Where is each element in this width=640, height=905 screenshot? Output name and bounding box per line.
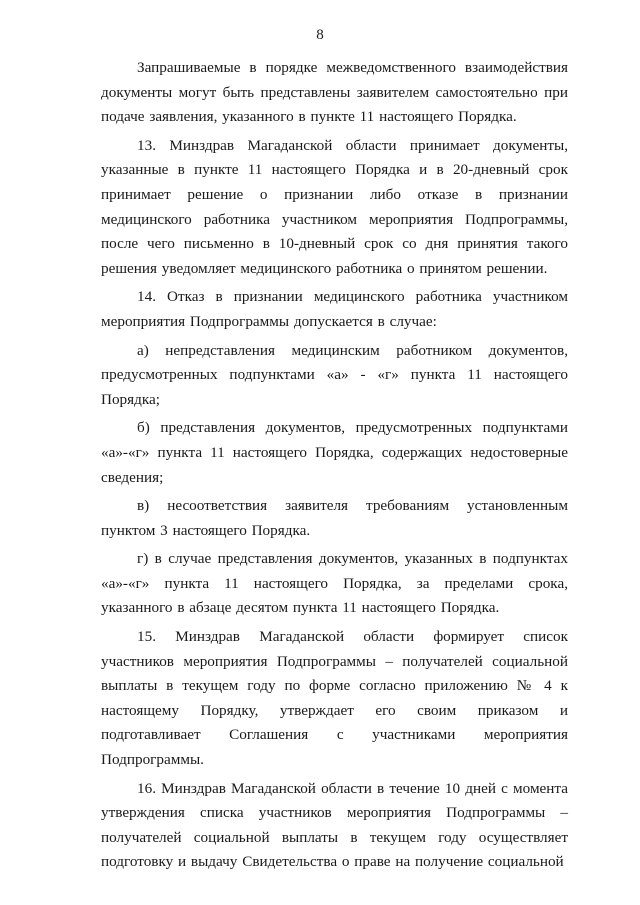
paragraph-14-g: г) в случае представления документов, указанных в подпунктах «а»-«г» пункта 11 настоящего Порядка, за пределами срока, указанного в абзаце десятом пункта 11 настоящего Порядка. (101, 550, 568, 617)
paragraph-14-a: а) непредставления медицинским работником документов, предусмотренных подпунктами «а» - «г» пункта 11 настоящего Порядка; (101, 341, 568, 408)
paragraph-13: 13. Минздрав Магаданской области принимает документы, указанные в пункте 11 настоящего Порядка и в 20-дневный срок принимает решение о признании либо отказе в признании медицинского работника участником мероприятия Подпрограммы, после чего письменно в 10-дневный срок со дня принятия такого решения уведомляет медицинского работника о принятом решении. (101, 136, 568, 277)
paragraph-14-b: б) представления документов, предусмотренных подпунктами «а»-«г» пункта 11 настоящего Порядка, содержащих недостоверные сведения; (101, 419, 568, 486)
document-body (101, 56, 568, 875)
paragraph-15: 15. Минздрав Магаданской области формирует список участников мероприятия Подпрограммы – получателей социальной выплаты в текущем году по форме согласно приложению № 4 к настоящему Порядку, утверждает его своим приказом и подготавливает Соглашения с участниками мероприятия Подпрограммы. (101, 628, 568, 769)
paragraph-16: 16. Минздрав Магаданской области в течение 10 дней с момента утверждения списка участников мероприятия Подпрограммы – получателей социальной выплаты в текущем году осуществляет подготовку и выдачу Свидетельства о праве на получение социальной (101, 779, 568, 871)
paragraph-14-v: в) несоответствия заявителя требованиям установленным пунктом 3 настоящего Порядка. (101, 497, 568, 539)
paragraph-14: 14. Отказ в признании медицинского работника участником мероприятия Подпрограммы допускается в случае: (101, 288, 568, 330)
page-number: 8 (316, 27, 324, 43)
paragraph-interagency-documents: Запрашиваемые в порядке межведомственного взаимодействия документы могут быть представлены заявителем самостоятельно при подаче заявления, указанного в пункте 11 настоящего Порядка. (101, 59, 568, 126)
